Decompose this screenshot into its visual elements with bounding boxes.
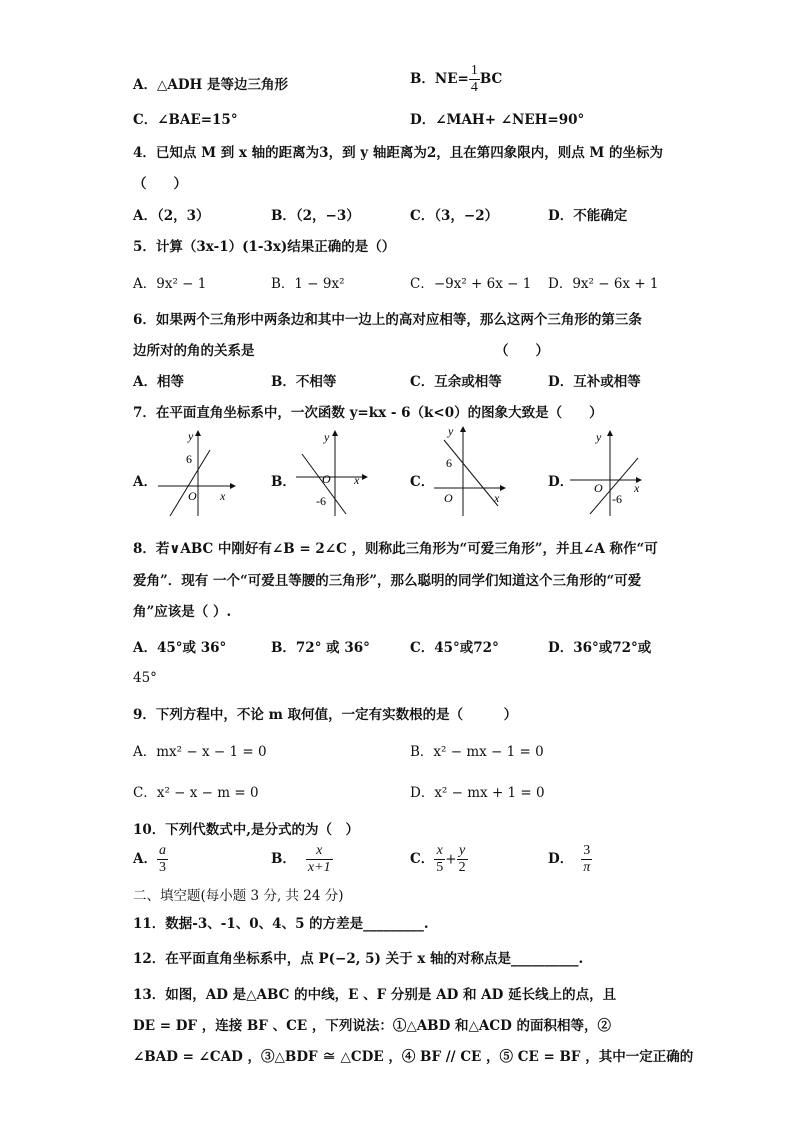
- q7-label-d: D．: [548, 474, 574, 490]
- q6-option-a: A．相等: [133, 374, 184, 390]
- q13-stem-line2: DE = DF ，连接 BF 、CE ，下列说法：①△ABD 和△ACD 的面积相等，②: [133, 1018, 612, 1034]
- graph-y-label: y: [596, 430, 602, 444]
- q4-stem: 4．已知点 M 到 x 轴的距离为3，到 y 轴距离为2，且在第四象限内，则点 M 的坐标为: [133, 145, 664, 161]
- graph-intercept-label: 6: [446, 456, 452, 470]
- q6-paren: （ ）: [495, 343, 549, 359]
- q6-stem-line1: 6．如果两个三角形中两条边和其中一边上的高对应相等，那么这两个三角形的第三条: [133, 312, 642, 328]
- q13-stem-line1: 13．如图，AD 是△ABC 的中线，E 、F 分别是 AD 和 AD 延长线上的点，且: [133, 987, 617, 1003]
- q4-option-b: B．（2，−3）: [271, 208, 360, 224]
- q10-option-b: B． $\frac{x}{x+1}$: [271, 843, 331, 875]
- q5-stem: 5．计算（3x-1）(1-3x)结果正确的是（）: [133, 239, 396, 255]
- q10-stem: 10．下列代数式中,是分式的为（ ）: [133, 822, 359, 838]
- q10-option-d: D． $\frac{3}{\pi}$: [548, 843, 591, 875]
- graph-origin-label: O: [444, 491, 453, 505]
- q8-option-d-cont: 45°: [133, 670, 157, 686]
- q6-option-b: B．不相等: [271, 374, 337, 390]
- q10-option-c: C． $\frac{x}{5}$ + $\frac{y}{2}$: [410, 843, 466, 875]
- q7-graph-d: [566, 428, 652, 520]
- q7-graph-c: [428, 424, 514, 520]
- graph-y-label: y: [448, 424, 454, 438]
- q3-option-a: A．△ADH 是等边三角形: [133, 77, 288, 93]
- q6-option-c: C．互余或相等: [410, 374, 502, 390]
- q3-option-b: B．NE= $\frac{1}{4}$ BC: [410, 63, 503, 95]
- graph-y-label: y: [188, 429, 194, 443]
- graph-origin-label: O: [188, 489, 197, 503]
- q4-option-a: A．（2，3）: [133, 208, 210, 224]
- graph-x-label: x: [494, 491, 500, 505]
- q4-option-d: D．不能确定: [548, 208, 628, 224]
- q5-option-d: D．9x² − 6x + 1: [548, 276, 659, 292]
- q8-stem-line2: 爱角”．现有 一个“可爱且等腰的三角形”，那么聪明的同学们知道这个三角形的“可爱: [133, 573, 642, 589]
- q5-option-a: A．9x² − 1: [133, 276, 207, 292]
- q8-stem-line3: 角”应该是（ ）.: [133, 604, 232, 620]
- q10-option-a: A． $\frac{a}{3}$: [133, 843, 166, 875]
- q3-option-d: D．∠MAH+ ∠NEH=90°: [410, 112, 585, 128]
- graph-x-label: x: [634, 481, 640, 495]
- graph-intercept-label: 6: [186, 452, 192, 466]
- q7-label-c: C．: [410, 474, 435, 490]
- graph-x-label: x: [354, 473, 360, 487]
- q7-label-a: A．: [133, 474, 157, 490]
- section-heading: 二、填空题(每小题 3 分, 共 24 分): [133, 888, 344, 904]
- q8-stem-line1: 8．若∨ABC 中刚好有∠B = 2∠C ，则称此三角形为“可爱三角形”，并且∠A 称作“可: [133, 541, 658, 557]
- q9-option-a: A．mx² − x − 1 = 0: [133, 744, 267, 760]
- q8-option-d: D．36°或72°或: [548, 640, 652, 656]
- q7-graph-a: [152, 428, 236, 520]
- q7-label-b: B．: [271, 474, 296, 490]
- q4-option-c: C．（3，−2）: [410, 208, 499, 224]
- q7-stem: 7．在平面直角坐标系中，一次函数 y=kx - 6（k<0）的图象大致是（ ）: [133, 405, 603, 421]
- q11-stem: 11．数据-3、-1、0、4、5 的方差是_________.: [133, 916, 429, 932]
- graph-intercept-label: -6: [316, 494, 326, 508]
- q5-option-b: B．1 − 9x²: [271, 276, 345, 292]
- q8-option-a: A．45°或 36°: [133, 640, 227, 656]
- q9-option-d: D．x² − mx + 1 = 0: [410, 785, 545, 801]
- q9-stem: 9．下列方程中，不论 m 取何值，一定有实数根的是（ ）: [133, 707, 518, 723]
- q6-option-d: D．互补或相等: [548, 374, 641, 390]
- q12-stem: 12．在平面直角坐标系中，点 P(−2, 5) 关于 x 轴的对称点是__________.: [133, 951, 584, 967]
- q7-graph-b: [292, 428, 376, 520]
- q3-option-c: C．∠BAE=15°: [133, 112, 238, 128]
- graph-origin-label: O: [322, 472, 331, 486]
- q6-stem-line2: 边所对的角的关系是: [133, 343, 255, 359]
- graph-y-label: y: [324, 430, 330, 444]
- q9-option-c: C．x² − x − m = 0: [133, 785, 259, 801]
- q13-stem-line3: ∠BAD = ∠CAD ，③△BDF ≅ △CDE ，④ BF // CE ，⑤ CE = BF ，其中一定正确的: [133, 1049, 694, 1065]
- graph-x-label: x: [220, 489, 226, 503]
- graph-intercept-label: -6: [612, 492, 622, 506]
- q8-option-c: C．45°或72°: [410, 640, 499, 656]
- q8-option-b: B．72° 或 36°: [271, 640, 370, 656]
- q9-option-b: B．x² − mx − 1 = 0: [410, 744, 544, 760]
- graph-origin-label: O: [594, 481, 603, 495]
- q4-paren: （ ）: [133, 176, 187, 192]
- q5-option-c: C．−9x² + 6x − 1: [410, 276, 532, 292]
